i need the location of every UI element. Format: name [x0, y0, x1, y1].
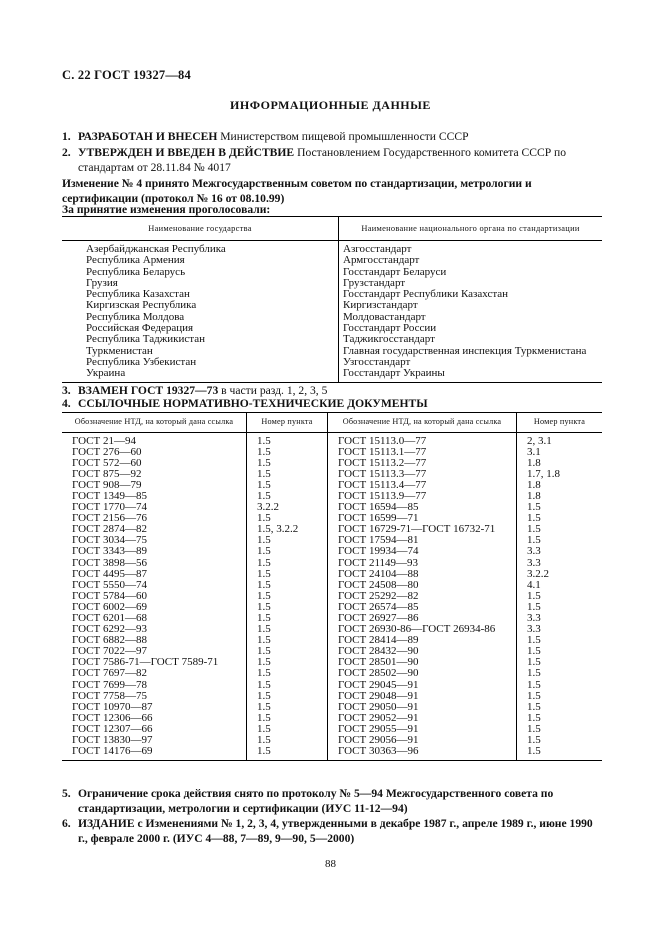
doc-cell: ГОСТ 25292—82: [328, 591, 517, 602]
clause-cell: 1.5: [247, 680, 328, 691]
country-cell: Республика Казахстан: [62, 289, 339, 300]
clause-cell: 1.5: [247, 657, 328, 668]
clause-cell: 3.3: [527, 623, 541, 636]
clause-cell: 1.5: [247, 646, 328, 657]
item-bold: ВЗАМЕН ГОСТ 19327—73: [78, 384, 219, 397]
country-cell: Украина: [62, 368, 339, 382]
doc-cell: ГОСТ 6882—88: [62, 635, 247, 646]
doc-cell: ГОСТ 13830—97: [62, 735, 247, 746]
doc-cell: ГОСТ 3343—89: [62, 546, 247, 557]
doc-cell: ГОСТ 6292—93: [62, 624, 247, 635]
doc-cell: ГОСТ 2156—76: [62, 513, 247, 524]
clause-cell: 1.5: [247, 602, 328, 613]
agency-cell: Азгосстандарт: [343, 243, 412, 255]
doc-cell: ГОСТ 4495—87: [62, 569, 247, 580]
item-4: [62, 396, 602, 411]
doc-cell: ГОСТ 21149—93: [328, 558, 517, 569]
doc-cell: ГОСТ 15113.0—77: [328, 432, 517, 447]
clause-cell: 1.5: [247, 635, 328, 646]
voted-text: За принятие изменения проголосовали:: [62, 203, 271, 216]
item-number: 2.: [62, 146, 71, 159]
agency-cell: Таджикгосстандарт: [343, 333, 435, 346]
item-number: 6.: [62, 817, 71, 830]
clause-cell: 1.5: [247, 469, 328, 480]
doc-cell: ГОСТ 28414—89: [328, 635, 517, 646]
clause-cell: 3.3: [527, 612, 541, 624]
clause-cell: 1.7, 1.8: [527, 467, 560, 480]
table-row: [62, 432, 602, 447]
country-cell: Грузия: [62, 278, 339, 289]
agency-cell: Молдовастандарт: [343, 310, 426, 323]
clause-cell: 1.5: [247, 447, 328, 458]
table-row: [62, 746, 602, 761]
voting-table: [62, 216, 602, 383]
agency-cell: Грузстандарт: [343, 276, 406, 289]
table-row: [62, 668, 602, 679]
table-row: [62, 469, 602, 480]
reference-table: [62, 412, 602, 761]
table-header: Номер пункта: [247, 413, 328, 433]
doc-cell: ГОСТ 21—94: [62, 432, 247, 447]
item-bold: ИЗДАНИЕ: [78, 817, 135, 830]
clause-cell: 1.5: [517, 746, 603, 761]
doc-cell: ГОСТ 1349—85: [62, 491, 247, 502]
table-row: [62, 558, 602, 569]
doc-cell: ГОСТ 15113.1—77: [328, 447, 517, 458]
table-row: [62, 680, 602, 691]
table-header: Наименование государства: [62, 217, 339, 241]
country-cell: Республика Узбекистан: [62, 357, 339, 368]
doc-cell: ГОСТ 28432—90: [328, 646, 517, 657]
table-row: [62, 546, 602, 557]
table-header: Обозначение НТД, на который дана ссылка: [62, 413, 247, 433]
item-bold: РАЗРАБОТАН И ВНЕСЕН: [78, 130, 218, 143]
clause-cell: 1.5: [527, 645, 541, 658]
doc-cell: ГОСТ 15113.3—77: [328, 469, 517, 480]
item-text: с Изменениями № 1, 2, 3, 4, утвержденными в декабре 1987 г., апреле 1989 г., июне 1990 г., феврале 2000 г. (ИУС 4—88, 7—89, 9—90, 5—2000): [78, 817, 593, 845]
clause-cell: 1.5: [247, 724, 328, 735]
clause-cell: 1.5: [527, 656, 541, 669]
clause-cell: 1.5: [247, 546, 328, 557]
table-header: Номер пункта: [517, 413, 603, 433]
doc-cell: ГОСТ 15113.4—77: [328, 480, 517, 491]
clause-cell: 1.5: [247, 458, 328, 469]
doc-cell: ГОСТ 29055—91: [328, 724, 517, 735]
clause-cell: 1.5: [527, 600, 541, 613]
clause-cell: 1.5: [247, 569, 328, 580]
clause-cell: 1.5: [247, 491, 328, 502]
clause-cell: 1.5: [247, 480, 328, 491]
doc-cell: ГОСТ 19934—74: [328, 546, 517, 557]
clause-cell: 1.8: [527, 489, 541, 502]
table-row: [62, 255, 602, 266]
doc-cell: ГОСТ 7022—97: [62, 646, 247, 657]
doc-cell: ГОСТ 17594—81: [328, 535, 517, 546]
clause-cell: 1.5: [527, 678, 541, 691]
table-header: Обозначение НТД, на который дана ссылка: [328, 413, 517, 433]
doc-cell: ГОСТ 26574—85: [328, 602, 517, 613]
doc-cell: ГОСТ 15113.9—77: [328, 491, 517, 502]
clause-cell: 1.5: [527, 700, 541, 713]
clause-cell: 1.5: [247, 702, 328, 713]
doc-cell: ГОСТ 29056—91: [328, 735, 517, 746]
page-header: С. 22 ГОСТ 19327—84: [62, 68, 191, 82]
doc-cell: ГОСТ 10970—87: [62, 702, 247, 713]
doc-cell: ГОСТ 6201—68: [62, 613, 247, 624]
clause-cell: 1.5: [247, 691, 328, 702]
doc-cell: ГОСТ 7699—78: [62, 680, 247, 691]
country-cell: Российская Федерация: [62, 323, 339, 334]
item-1: [62, 129, 602, 144]
doc-cell: ГОСТ 2874—82: [62, 524, 247, 535]
item-number: 4.: [62, 397, 71, 410]
table-row: [62, 447, 602, 458]
doc-cell: ГОСТ 24104—88: [328, 569, 517, 580]
doc-cell: ГОСТ 29050—91: [328, 702, 517, 713]
doc-cell: ГОСТ 12307—66: [62, 724, 247, 735]
table-row: [62, 357, 602, 368]
clause-cell: 1.5: [527, 634, 541, 647]
doc-cell: ГОСТ 572—60: [62, 458, 247, 469]
doc-cell: ГОСТ 26927—86: [328, 613, 517, 624]
doc-cell: ГОСТ 29052—91: [328, 713, 517, 724]
clause-cell: 1.5: [247, 535, 328, 546]
clause-cell: 1.5: [527, 667, 541, 680]
doc-cell: ГОСТ 12306—66: [62, 713, 247, 724]
agency-cell: Госстандарт Республики Казахстан: [343, 288, 509, 301]
clause-cell: 1.5: [527, 534, 541, 547]
item-text: Ограничение срока действия снято по протоколу № 5—94 Межгосударственного совета по стандартизации, метрологии и сертификации (ИУС 11-12—94): [78, 787, 554, 815]
change-text: Изменение № 4 принято Межгосударственным советом по стандартизации, метрологии и сертификации (протокол № 16 от 08.10.99): [62, 177, 532, 205]
agency-cell: Узгосстандарт: [343, 355, 411, 368]
table-header: Наименование национального органа по стандартизации: [339, 217, 603, 241]
item-bold: УТВЕРЖДЕН И ВВЕДЕН В ДЕЙСТВИЕ: [78, 146, 295, 159]
clause-cell: 1.5: [247, 613, 328, 624]
doc-cell: ГОСТ 3034—75: [62, 535, 247, 546]
item-number: 3.: [62, 384, 71, 397]
clause-cell: 1.5: [247, 580, 328, 591]
doc-cell: ГОСТ 5784—60: [62, 591, 247, 602]
clause-cell: 2, 3.1: [527, 434, 552, 447]
country-cell: Республика Армения: [62, 255, 339, 266]
clause-cell: 1.5: [527, 734, 541, 747]
clause-cell: 1.8: [527, 456, 541, 469]
table-row: [62, 368, 602, 382]
doc-cell: ГОСТ 3898—56: [62, 558, 247, 569]
agency-cell: Главная государственная инспекция Туркменистана: [343, 344, 587, 357]
table-row: [62, 267, 602, 278]
doc-cell: ГОСТ 16599—71: [328, 513, 517, 524]
clause-cell: 3.2.2: [527, 567, 549, 580]
clause-cell: 1.5: [527, 512, 541, 525]
clause-cell: 1.5: [247, 713, 328, 724]
clause-cell: 1.5, 3.2.2: [247, 524, 328, 535]
doc-cell: ГОСТ 28502—90: [328, 668, 517, 679]
clause-cell: 1.5: [247, 668, 328, 679]
doc-cell: ГОСТ 30363—96: [328, 746, 517, 761]
agency-cell: Киргизстандарт: [343, 299, 418, 312]
country-cell: Республика Таджикистан: [62, 334, 339, 345]
item-number: 5.: [62, 787, 71, 800]
clause-cell: 1.5: [527, 589, 541, 602]
doc-cell: ГОСТ 7697—82: [62, 668, 247, 679]
doc-cell: ГОСТ 29048—91: [328, 691, 517, 702]
doc-cell: ГОСТ 16729-71—ГОСТ 16732-71: [328, 524, 517, 535]
doc-cell: ГОСТ 28501—90: [328, 657, 517, 668]
voted-label: [62, 202, 602, 217]
table-row: [62, 241, 602, 256]
clause-cell: 1.5: [527, 523, 541, 536]
item-6: [62, 816, 602, 846]
doc-cell: ГОСТ 875—92: [62, 469, 247, 480]
doc-cell: ГОСТ 16594—85: [328, 502, 517, 513]
clause-cell: 3.3: [527, 545, 541, 558]
clause-cell: 1.5: [527, 501, 541, 514]
item-number: 1.: [62, 130, 71, 143]
doc-cell: ГОСТ 14176—69: [62, 746, 247, 761]
page-number: 88: [325, 858, 336, 870]
clause-cell: 3.2.2: [247, 502, 328, 513]
country-cell: Туркменистан: [62, 346, 339, 357]
agency-cell: Госстандарт Беларуси: [343, 265, 447, 278]
table-row: [62, 334, 602, 345]
item-5: [62, 786, 602, 816]
clause-cell: 1.5: [527, 722, 541, 735]
clause-cell: 4.1: [527, 578, 541, 591]
clause-cell: 1.5: [247, 591, 328, 602]
doc-cell: ГОСТ 7758—75: [62, 691, 247, 702]
doc-cell: ГОСТ 29045—91: [328, 680, 517, 691]
item-text: Постановлением Государственного комитета СССР по стандартам от 28.11.84 № 4017: [78, 146, 567, 174]
clause-cell: 3.1: [527, 445, 541, 458]
clause-cell: 1.5: [527, 711, 541, 724]
country-cell: Республика Молдова: [62, 312, 339, 323]
doc-cell: ГОСТ 908—79: [62, 480, 247, 491]
country-cell: Республика Беларусь: [62, 267, 339, 278]
agency-cell: Армгосстандарт: [343, 254, 420, 267]
doc-cell: ГОСТ 7586-71—ГОСТ 7589-71: [62, 657, 247, 668]
doc-cell: ГОСТ 6002—69: [62, 602, 247, 613]
clause-cell: 1.5: [247, 746, 328, 761]
section-title: ИНФОРМАЦИОННЫЕ ДАННЫЕ: [230, 98, 431, 112]
country-cell: Азербайджанская Республика: [62, 241, 339, 256]
item-text: Министерством пищевой промышленности СССР: [217, 130, 469, 143]
clause-cell: 1.5: [247, 735, 328, 746]
clause-cell: 1.5: [527, 689, 541, 702]
clause-cell: 1.8: [527, 478, 541, 491]
country-cell: Киргизская Республика: [62, 300, 339, 311]
doc-cell: ГОСТ 1770—74: [62, 502, 247, 513]
doc-cell: ГОСТ 276—60: [62, 447, 247, 458]
clause-cell: 1.5: [247, 624, 328, 635]
clause-cell: 3.3: [527, 556, 541, 569]
doc-cell: ГОСТ 15113.2—77: [328, 458, 517, 469]
clause-cell: 1.5: [247, 513, 328, 524]
doc-cell: ГОСТ 26930-86—ГОСТ 26934-86: [328, 624, 517, 635]
doc-cell: ГОСТ 5550—74: [62, 580, 247, 591]
table-row: [62, 458, 602, 469]
agency-cell: Госстандарт Украины: [339, 368, 603, 382]
clause-cell: 1.5: [247, 558, 328, 569]
clause-cell: 1.5: [247, 432, 328, 447]
item-2: [62, 145, 602, 175]
item-bold: ССЫЛОЧНЫЕ НОРМАТИВНО-ТЕХНИЧЕСКИЕ ДОКУМЕНТЫ: [78, 397, 428, 410]
doc-cell: ГОСТ 24508—80: [328, 580, 517, 591]
item-text: в части разд. 1, 2, 3, 5: [218, 384, 328, 397]
agency-cell: Госстандарт России: [343, 322, 437, 335]
